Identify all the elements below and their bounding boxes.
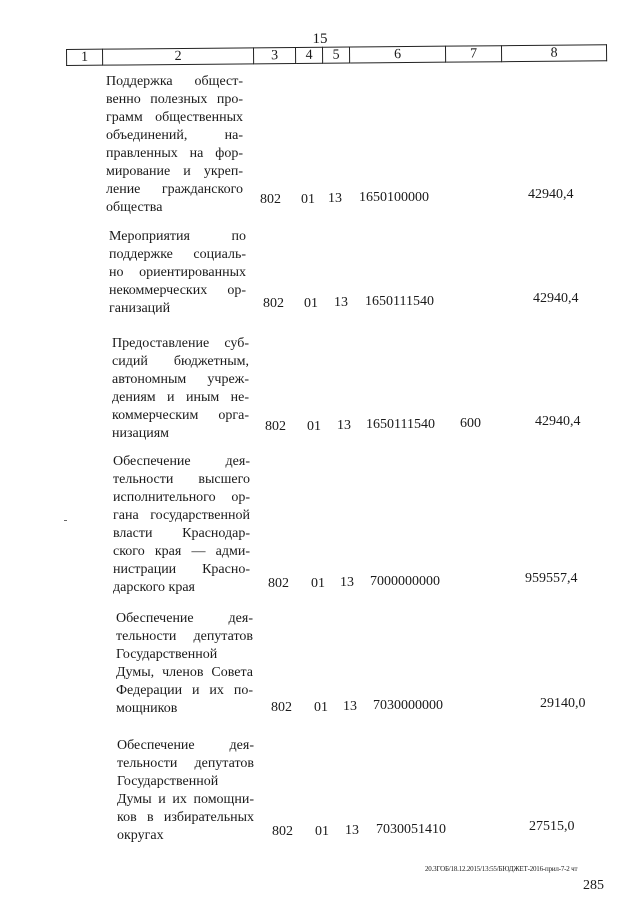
expense-type-code: 600 <box>460 416 481 431</box>
ministry-code: 802 <box>271 700 292 715</box>
target-code: 7030000000 <box>373 698 443 713</box>
column-header-1: 1 <box>67 49 103 65</box>
row-description: Обеспечение дея- тельности высшего исполнительного ор- гана государственной власти Краснодар- ского края — адми- нистрации Красно- дарского края <box>113 454 250 595</box>
subsection-code: 13 <box>328 191 342 206</box>
column-header-5: 5 <box>322 47 349 63</box>
row-description: Обеспечение дея- тельности депутатов Государственной Думы и их помощни- ков в избирательных округах <box>117 738 254 843</box>
sheet-number: 285 <box>583 878 604 893</box>
row-description: Поддержка общест- венно полезных про- грамм общественных объединений, на- правленных на фор- мирование и укреп- ление гражданского общества <box>106 74 243 215</box>
section-code: 01 <box>301 192 315 207</box>
page-number: 15 <box>312 31 328 47</box>
column-header-row <box>66 44 607 66</box>
target-code: 1650111540 <box>365 294 434 309</box>
column-header-3: 3 <box>253 47 295 63</box>
ministry-code: 802 <box>260 192 281 207</box>
row-description: Обеспечение дея- тельности депутатов Государственной Думы, членов Совета Федерации и их по- мощников <box>116 611 253 716</box>
amount-value: 42940,4 <box>528 187 574 202</box>
section-code: 01 <box>307 419 321 434</box>
ministry-code: 802 <box>272 824 293 839</box>
ministry-code: 802 <box>265 419 286 434</box>
target-code: 7030051410 <box>376 822 446 837</box>
amount-value: 29140,0 <box>540 696 586 711</box>
subsection-code: 13 <box>343 699 357 714</box>
column-header-6: 6 <box>349 46 445 63</box>
target-code: 1650111540 <box>366 417 435 432</box>
amount-value: 42940,4 <box>535 414 581 429</box>
ministry-code: 802 <box>268 576 289 591</box>
scan-mark <box>64 520 67 521</box>
section-code: 01 <box>304 296 318 311</box>
amount-value: 959557,4 <box>525 571 578 586</box>
row-description: Предоставление суб- сидий бюджетным, автономным учреж- дениям и иным не- коммерческим орга- низациям <box>112 336 249 441</box>
column-header-4: 4 <box>295 47 322 63</box>
row-description: Мероприятия по поддержке социаль- но ориентированных некоммерческих ор- ганизаций <box>109 229 246 316</box>
document-footer: 20.3ГОБ/18.12.2015/13:55/БЮДЖЕТ-2016-прил-7-2 чт <box>425 865 578 873</box>
subsection-code: 13 <box>340 575 354 590</box>
section-code: 01 <box>315 824 329 839</box>
column-header-2: 2 <box>103 48 254 65</box>
column-header-7: 7 <box>445 46 501 62</box>
target-code: 7000000000 <box>370 574 440 589</box>
subsection-code: 13 <box>345 823 359 838</box>
column-header-8: 8 <box>501 45 606 62</box>
subsection-code: 13 <box>337 418 351 433</box>
section-code: 01 <box>311 576 325 591</box>
section-code: 01 <box>314 700 328 715</box>
amount-value: 27515,0 <box>529 819 575 834</box>
target-code: 1650100000 <box>359 190 429 205</box>
amount-value: 42940,4 <box>533 291 579 306</box>
ministry-code: 802 <box>263 296 284 311</box>
subsection-code: 13 <box>334 295 348 310</box>
